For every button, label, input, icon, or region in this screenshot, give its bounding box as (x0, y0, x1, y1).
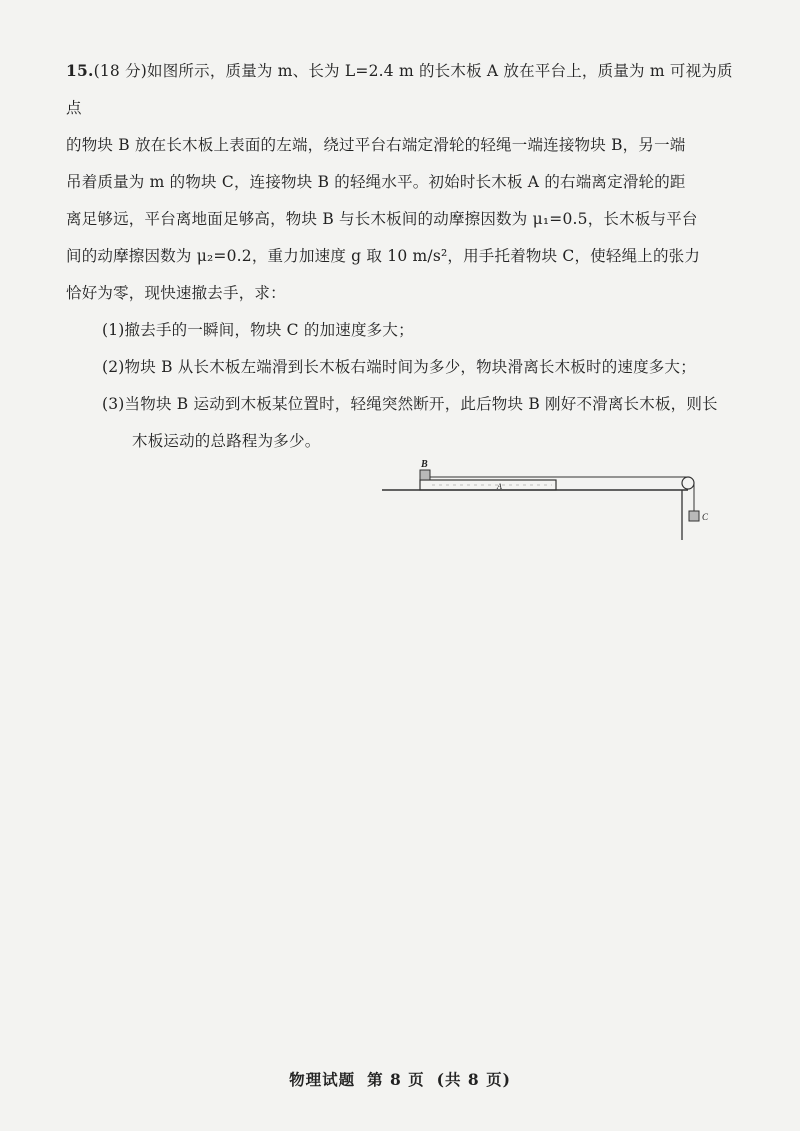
question-3-continued: 木板运动的总路程为多少。 (132, 432, 321, 450)
question-2: (2)物块 B 从长木板左端滑到长木板右端时间为多少，物块滑离长木板时的速度多大； (102, 358, 696, 376)
problem-stem-line-4: 离足够远，平台离地面足够高，物块 B 与长木板间的动摩擦因数为 μ₁=0.5，长木板与平台 (66, 210, 698, 228)
block-c (689, 511, 699, 521)
block-b (420, 470, 430, 480)
problem-stem-line-5: 间的动摩擦因数为 μ₂=0.2，重力加速度 g 取 10 m/s²，用手托着物块 C，使轻绳上的张力 (66, 247, 701, 265)
problem-stem-line-3: 吊着质量为 m 的物块 C，连接物块 B 的轻绳水平。初始时长木板 A 的右端离定滑轮的距 (66, 173, 686, 191)
problem-stem-line-6: 恰好为零，现快速撤去手，求： (66, 284, 286, 302)
pulley (682, 477, 694, 489)
stem-text-1: 如图所示，质量为 m、长为 L=2.4 m 的长木板 A 放在平台上，质量为 m 可视为质点 (66, 62, 733, 117)
footer-page: 第 8 页 (367, 1070, 425, 1089)
problem-stem-line-2: 的物块 B 放在长木板上表面的左端，绕过平台右端定滑轮的轻绳一端连接物块 B，另一端 (66, 136, 686, 154)
question-3: (3)当物块 B 运动到木板某位置时，轻绳突然断开，此后物块 B 刚好不滑离长木板，则长 (102, 395, 718, 413)
problem-score: (18 分) (93, 62, 148, 80)
question-1: (1)撤去手的一瞬间，物块 C 的加速度多大； (102, 321, 414, 339)
physics-diagram (376, 452, 716, 552)
problem-number: 15. (66, 61, 94, 80)
footer-total: (共 8 页) (436, 1070, 511, 1089)
problem-15 (66, 52, 736, 460)
label-c: C (702, 512, 709, 522)
footer-subject: 物理试题 (289, 1070, 356, 1089)
label-a: A (497, 482, 502, 491)
problem-stem-line-1 (66, 52, 736, 127)
page-footer (0, 1068, 800, 1090)
label-b: B (421, 459, 428, 470)
